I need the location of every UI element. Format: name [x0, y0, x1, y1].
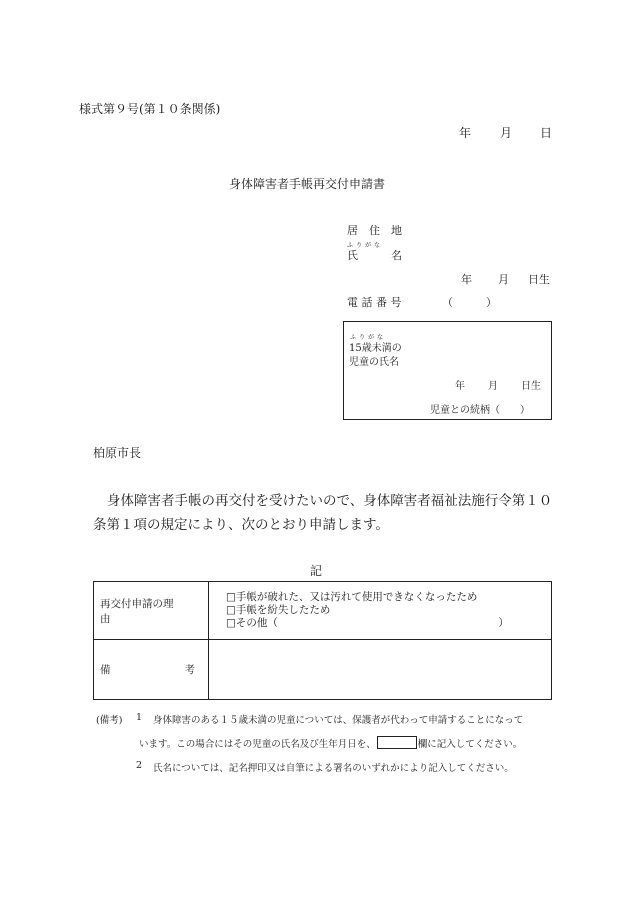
body-line-2: 条第１項の規定により、次のとおり申請します。 [93, 517, 389, 533]
address-label: 居 住 地 [347, 224, 402, 237]
note-1-line-1: 身体障害のある１５歳未満の児童については、保護者が代わって申請することになって [153, 715, 524, 726]
page-title: 身体障害者手帳再交付申請書 [229, 177, 386, 191]
dob-month: 月 [498, 273, 509, 286]
child-furigana: ふりがな [350, 334, 387, 341]
note-1-line-2-before: います。この場合にはその児童の氏名及び生年月日を、 [139, 739, 376, 750]
child-label-line1: 15歳未満の [349, 343, 402, 354]
name-label: 氏 名 [347, 249, 402, 262]
reason-label-line1: 再交付申請の理 [100, 597, 174, 610]
addressee: 柏原市長 [93, 446, 142, 460]
remarks-label-left: 備 [100, 664, 111, 676]
reason-option-torn[interactable]: □手帳が破れた、又は汚れて使用できなくなったため [226, 591, 478, 603]
reason-label-cell [94, 582, 209, 640]
child-relation: 児童との続柄（ ） [430, 405, 530, 416]
reason-option-lost[interactable]: □手帳を紛失したため [226, 604, 331, 616]
phone-label: 電 話 番 号 [347, 296, 402, 309]
date-year: 年 [459, 126, 472, 140]
remarks-label-right: 考 [184, 664, 195, 676]
ki-heading: 記 [310, 564, 323, 578]
reason-option-other[interactable]: □その他（ ） [226, 617, 509, 629]
child-dob-year: 年 [455, 381, 465, 392]
note-1-line-2 [139, 736, 522, 750]
reason-row [94, 582, 552, 640]
body-line-1: 身体障害者手帳の再交付を受けたいので、身体障害者福祉法施行令第１０ [107, 493, 553, 509]
date-day: 日 [540, 126, 553, 140]
remarks-label-cell [94, 640, 209, 700]
note-1-line-2-after: 欄に記入してください。 [417, 739, 523, 750]
child-dob-month: 月 [488, 381, 498, 392]
form-number: 様式第９号(第１０条関係) [79, 102, 221, 116]
child-dob-day: 日生 [521, 381, 541, 392]
notes-prefix: (備考) [96, 715, 123, 726]
reason-table [93, 581, 552, 700]
child-label-line2: 児童の氏名 [349, 357, 399, 368]
dob-year: 年 [461, 273, 472, 286]
reason-options-cell [209, 582, 552, 640]
name-furigana: ふりがな [347, 242, 384, 249]
remarks-row [94, 640, 552, 700]
remarks-field[interactable] [209, 640, 552, 700]
note-2-text: 氏名については、記名押印又は自筆による署名のいずれかにより記入してください。 [153, 763, 514, 774]
date-month: 月 [500, 126, 513, 140]
phone-parens: （ ） [442, 296, 497, 309]
reason-label-line2: 由 [100, 612, 111, 625]
dob-day: 日生 [528, 273, 550, 286]
child-field-reference-box [377, 736, 417, 749]
note-1-number: 1 [136, 712, 143, 723]
note-2-number: 2 [136, 760, 143, 771]
remarks-label [100, 662, 195, 677]
